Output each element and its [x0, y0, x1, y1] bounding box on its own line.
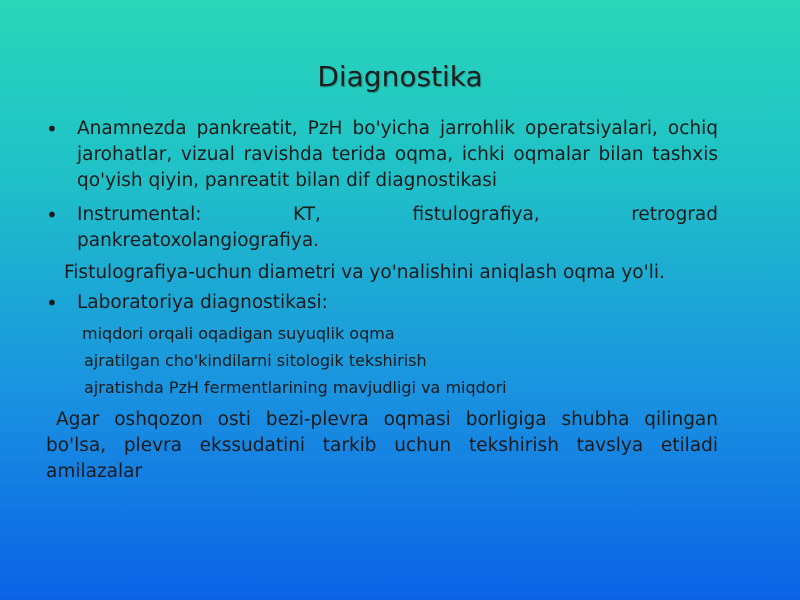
bullet-text: Anamnezda pankreatit, PzH bo'yicha jarrohlik operatsiyalari, ochiq jarohatlar, vizual ravishda terida oqma, ichki oqmalar bilan tashxis qo'yish qiyin, panreatit bilan dif diagnostikasi [77, 118, 718, 191]
lab-item: ajratishda PzH fermentlarining mavjudligi va miqdori [84, 378, 507, 397]
closing-paragraph: Agar oshqozon osti bezi-plevra oqmasi borligiga shubha qilingan bo'lsa, plevra ekssudatini tarkib uchun tekshirish tavslya etiladi amilazalar [46, 409, 718, 482]
bullet-marker: • [46, 291, 58, 315]
bullet-text-line-2: pankreatoxolangiografiya. [77, 230, 320, 251]
fistulography-line: Fistulografiya-uchun diametri va yo'nalishini aniqlash oqma yo'li. [64, 262, 665, 283]
bullet-marker: • [46, 203, 58, 227]
lab-item: miqdori orqali oqadigan suyuqlik oqma [82, 324, 395, 343]
bullet-text: Laboratoriya diagnostikasi: [77, 292, 328, 313]
bullet-text-line-1: Instrumental: KT, fistulografiya, retrograd [77, 204, 718, 225]
bullet-instrumental [46, 202, 718, 254]
slide-title: Diagnostika [317, 60, 483, 93]
bullet-laboratory [46, 290, 718, 316]
lab-item: ajratilgan cho'kindilarni sitologik tekshirish [84, 351, 427, 370]
bullet-anamnesis [46, 116, 718, 194]
bullet-marker: • [46, 117, 58, 141]
